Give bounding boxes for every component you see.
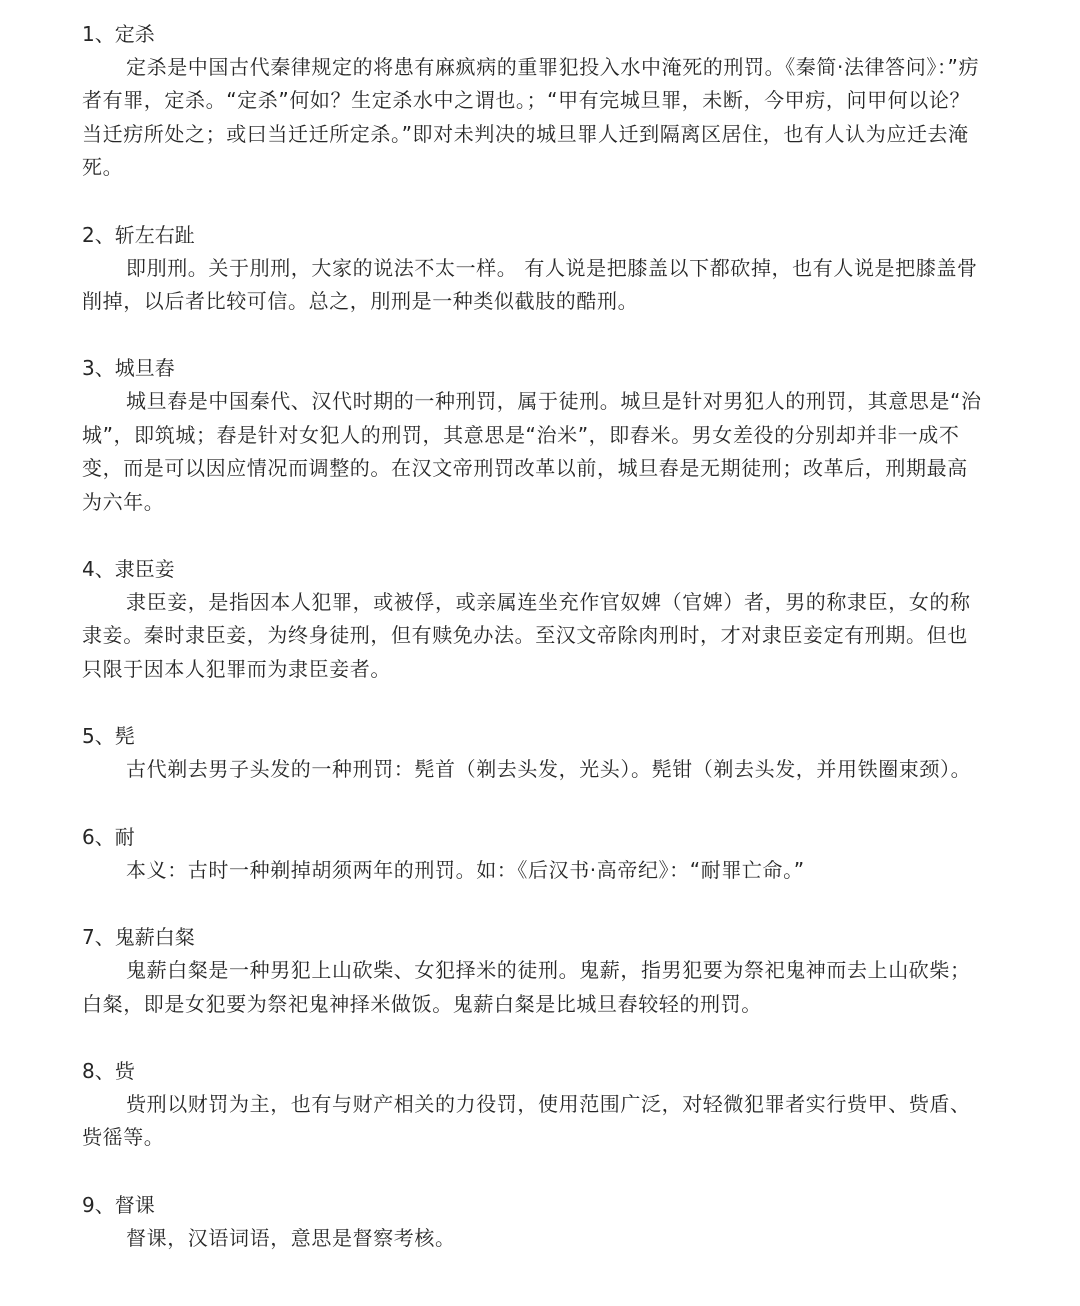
entry-2: [82, 219, 982, 319]
entry-heading: 3、城旦舂: [82, 356, 175, 381]
entry-4: [82, 553, 982, 686]
entry-body: 鬼薪白粲是一种男犯上山砍柴、女犯择米的徒刑。鬼薪，指男犯要为祭祀鬼神而去上山砍柴；白粲，即是女犯要为祭祀鬼神择米做饭。鬼薪白粲是比城旦舂较轻的刑罚。: [82, 958, 971, 1016]
entry-6: [82, 821, 982, 887]
entry-7: [82, 921, 982, 1021]
entry-body: 城旦舂是中国秦代、汉代时期的一种刑罚，属于徒刑。城旦是针对男犯人的刑罚，其意思是“治城”，即筑城；舂是针对女犯人的刑罚，其意思是“治米”，即舂米。男女差役的分别却并非一成不变，而是可以因应情况而调整的。在汉文帝刑罚改革以前，城旦舂是无期徒刑；改革后，刑期最高为六年。: [82, 389, 982, 514]
entry-body: 隶臣妾，是指因本人犯罪，或被俘，或亲属连坐充作官奴婢（官婢）者，男的称隶臣，女的称隶妾。秦时隶臣妾，为终身徒刑，但有赎免办法。至汉文帝除肉刑时，才对隶臣妾定有刑期。但也只限于因本人犯罪而为隶臣妾者。: [82, 590, 971, 681]
entry-heading: 6、耐: [82, 824, 135, 849]
entry-body: 本义：古时一种剃掉胡须两年的刑罚。如：《后汉书·高帝纪》：“耐罪亡命。”: [126, 857, 805, 882]
entry-8: [82, 1055, 982, 1155]
entry-body: 赀刑以财罚为主，也有与财产相关的力役罚，使用范围广泛，对轻微犯罪者实行赀甲、赀盾、赀徭等。: [82, 1091, 971, 1150]
entry-body: 古代剃去男子头发的一种刑罚：髡首（剃去头发，光头）。髡钳（剃去头发，并用铁圈束颈）。: [126, 757, 972, 782]
entry-heading: 1、定杀: [82, 22, 155, 46]
entry-1: [82, 18, 982, 185]
entry-heading: 8、赀: [82, 1058, 135, 1083]
entry-heading: 7、鬼薪白粲: [82, 925, 195, 950]
entry-heading: 5、髡: [82, 724, 135, 749]
entry-heading: 2、斩左右趾: [82, 222, 195, 247]
entry-heading: 9、督课: [82, 1192, 155, 1217]
entry-body: 督课，汉语词语，意思是督察考核。: [126, 1225, 456, 1250]
entry-body: 即刖刑。关于刖刑，大家的说法不太一样。 有人说是把膝盖以下都砍掉，也有人说是把膝盖骨削掉，以后者比较可信。总之，刖刑是一种类似截肢的酷刑。: [82, 255, 978, 314]
entry-heading: 4、隶臣妾: [82, 557, 175, 582]
entry-9: [82, 1189, 982, 1255]
entry-body: 定杀是中国古代秦律规定的将患有麻疯病的重罪犯投入水中淹死的刑罚。《秦简·法律答问》：”疠者有罪，定杀。“定杀”何如？生定杀水中之谓也。；“甲有完城旦罪，未断，今甲疠，问甲何以论？当迁疠所处之；或曰当迁迁所定杀。”即对未判决的城旦罪人迁到隔离区居住，也有人认为应迁去淹死。: [82, 55, 980, 180]
entry-3: [82, 352, 982, 519]
entry-5: [82, 720, 982, 786]
